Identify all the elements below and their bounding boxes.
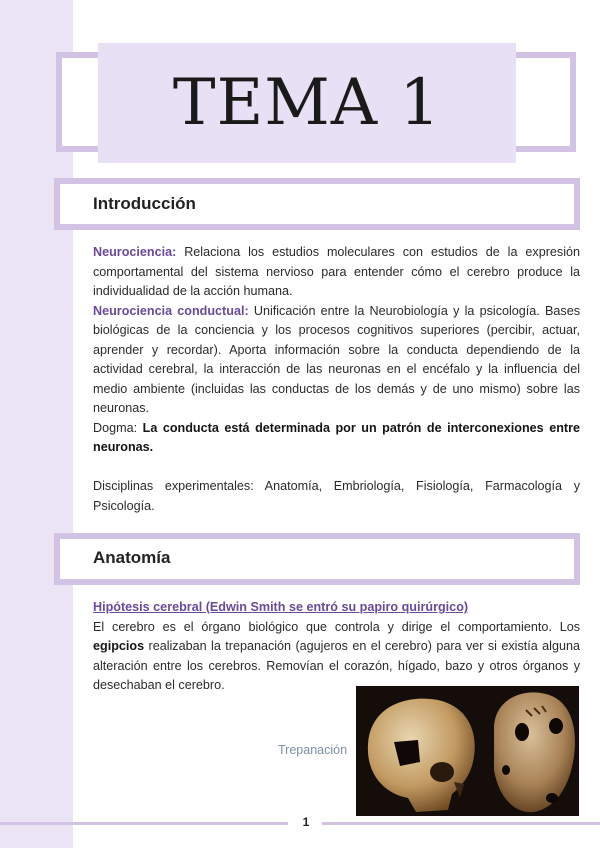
anatomy-text-1: El cerebro es el órgano biológico que controla y dirige el comportamiento. Los <box>93 619 580 634</box>
brain-hypothesis-heading <box>93 598 580 618</box>
page-number: 1 <box>302 815 310 829</box>
disciplines-paragraph: Disciplinas experimentales: Anatomía, Embriología, Fisiología, Farmacología y Psicología. <box>93 479 580 513</box>
intro-heading: Introducción <box>93 194 196 213</box>
behavioral-neuroscience-paragraph <box>93 302 580 419</box>
behavioral-neuroscience-term: Neurociencia conductual: <box>93 303 249 318</box>
neuroscience-definition: Relaciona los estudios moleculares con estudios de la expresión comportamental del sistema nervioso para entender cómo el cerebro produce la individualidad de la acción humana. <box>93 245 580 298</box>
title-box <box>98 43 516 163</box>
brain-hypothesis-link: Hipótesis cerebral (Edwin Smith se entró su papiro quirúrgico) <box>93 600 469 614</box>
trepanned-skulls-image <box>356 686 579 816</box>
anatomy-text-2: realizaban la trepanación (agujeros en el cerebro) para ver si existía alguna alteración entre los cerebros. Removían el corazón, hígado, bazo y otros órganos y desechaban el cerebro. <box>93 639 580 692</box>
neuroscience-term: Neurociencia: <box>93 245 177 259</box>
anatomy-paragraph <box>93 618 580 696</box>
dogma-text: La conducta está determinada por un patrón de interconexiones entre neuronas. <box>93 420 580 454</box>
footer-rule-right <box>322 822 600 825</box>
behavioral-neuroscience-definition: Unificación entre la Neurobiología y la psicología. Bases biológicas de la conciencia y los procesos cognitivos superiores (percibir, actuar, aprender y recordar). Aporta información sobre la conducta dependiendo de la actividad cerebral, la interacción de las neuronas en el encéfalo y la influencia del medio ambiente (incluidas las conductas de los demás y de uno mismo) sobre las neuronas. <box>93 303 580 415</box>
egyptians-term: egipcios <box>93 639 145 653</box>
footer-rule-left <box>0 822 288 825</box>
dogma-label: Dogma: <box>93 420 143 435</box>
page-title: TEMA 1 <box>172 66 442 140</box>
anatomy-heading: Anatomía <box>93 548 171 567</box>
neuroscience-paragraph <box>93 243 580 302</box>
dogma-paragraph <box>93 419 580 458</box>
image-caption: Trepanación <box>278 743 348 757</box>
anatomy-body <box>93 598 580 696</box>
skulls-illustration <box>356 686 579 816</box>
intro-body <box>93 243 580 516</box>
